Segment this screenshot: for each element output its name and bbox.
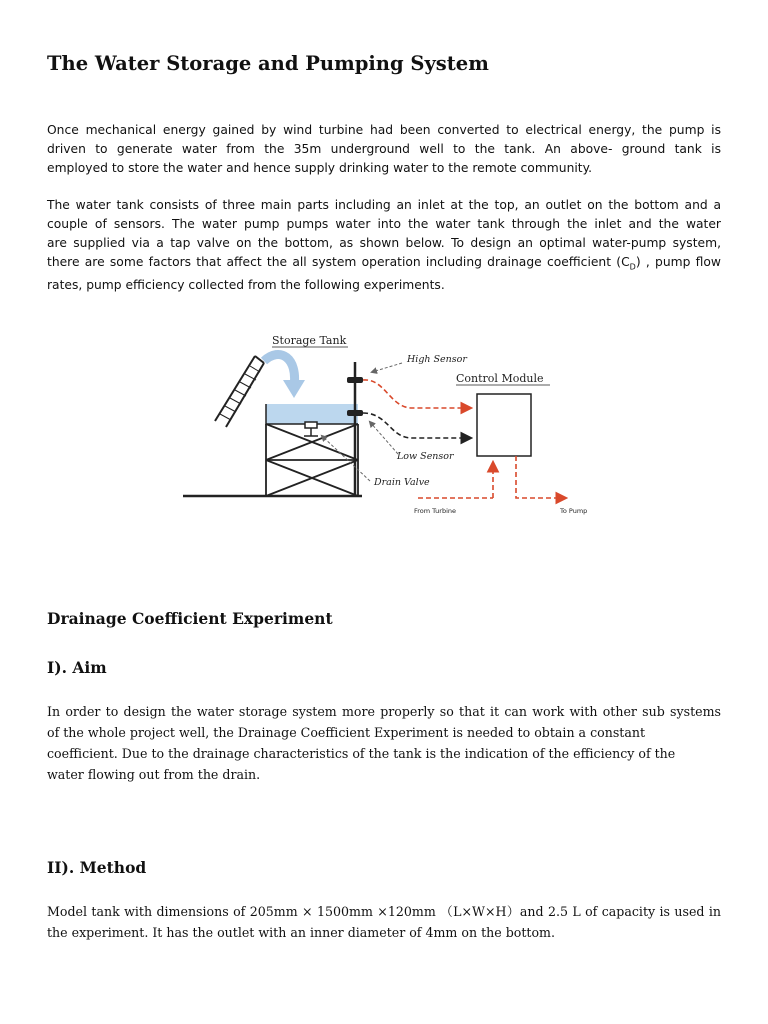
method-heading: II). Method xyxy=(47,858,147,877)
low-sensor-label: Low Sensor xyxy=(397,451,454,462)
low-sensor-wire xyxy=(363,413,470,438)
aim-paragraph xyxy=(47,702,721,784)
intro-paragraph-1 xyxy=(47,121,721,178)
high-sensor-symbol xyxy=(347,377,363,383)
storage-tank-label: Storage Tank xyxy=(272,334,347,347)
text-line: Once mechanical energy gained by wind turbine had been converted to electrical energy, the pump is xyxy=(47,123,721,137)
from-turbine-label: From Turbine xyxy=(414,507,456,515)
tank-stand xyxy=(266,424,358,496)
intro-paragraph-2 xyxy=(47,196,721,295)
text-line: The water tank consists of three main parts including an inlet at the top, an outlet on the bottom and a xyxy=(47,198,721,212)
text-line: employed to store the water and hence supply drinking water to the remote community. xyxy=(47,161,593,175)
method-paragraph xyxy=(47,902,721,942)
text-line: driven to generate water from the 35m underground well to the tank. An above- ground tank is xyxy=(47,142,721,156)
storage-tank-diagram xyxy=(180,318,600,528)
text-line: are supplied via a tap valve on the bottom, as shown below. To design an optimal water-pump system, xyxy=(47,236,721,250)
text-line: of the whole project well, the Drainage Coefficient Experiment is needed to obtain a constant xyxy=(47,725,646,740)
tank-water xyxy=(266,404,358,424)
low-sensor-symbol xyxy=(347,410,363,416)
aim-heading: I). Aim xyxy=(47,658,107,677)
page-title: The Water Storage and Pumping System xyxy=(47,52,489,75)
subscript-d: D xyxy=(629,262,636,272)
text-line: water flowing out from the drain. xyxy=(47,767,261,782)
high-sensor-wire xyxy=(363,380,470,408)
text-line xyxy=(47,253,721,276)
text-line-head: there are some factors that affect the all system operation including drainage coefficient (C xyxy=(47,255,630,269)
drain-valve-label: Drain Valve xyxy=(374,477,430,488)
text-line: couple of sensors. The water pump pumps water into the water tank through the inlet and the water xyxy=(47,217,721,231)
text-line: coefficient. Due to the drainage characteristics of the tank is the indication of the efficiency of the xyxy=(47,746,676,761)
text-line: Model tank with dimensions of 205mm × 1500mm ×120mm （L×W×H）and 2.5 L of capacity is used in xyxy=(47,904,721,919)
text-line-tail: ) , pump flow xyxy=(635,255,721,269)
experiment-title: Drainage Coefficient Experiment xyxy=(47,609,333,628)
text-line: In order to design the water storage system more properly so that it can work with other sub systems xyxy=(47,704,721,719)
high-sensor-label: High Sensor xyxy=(407,354,467,365)
drain-valve-symbol xyxy=(304,422,318,436)
to-pump-label: To Pump xyxy=(560,507,588,515)
text-line: the experiment. It has the outlet with an inner diameter of 4mm on the bottom. xyxy=(47,925,555,940)
control-module-label: Control Module xyxy=(456,372,544,385)
control-module-box xyxy=(477,394,531,456)
text-line: rates, pump efficiency collected from the following experiments. xyxy=(47,278,445,293)
